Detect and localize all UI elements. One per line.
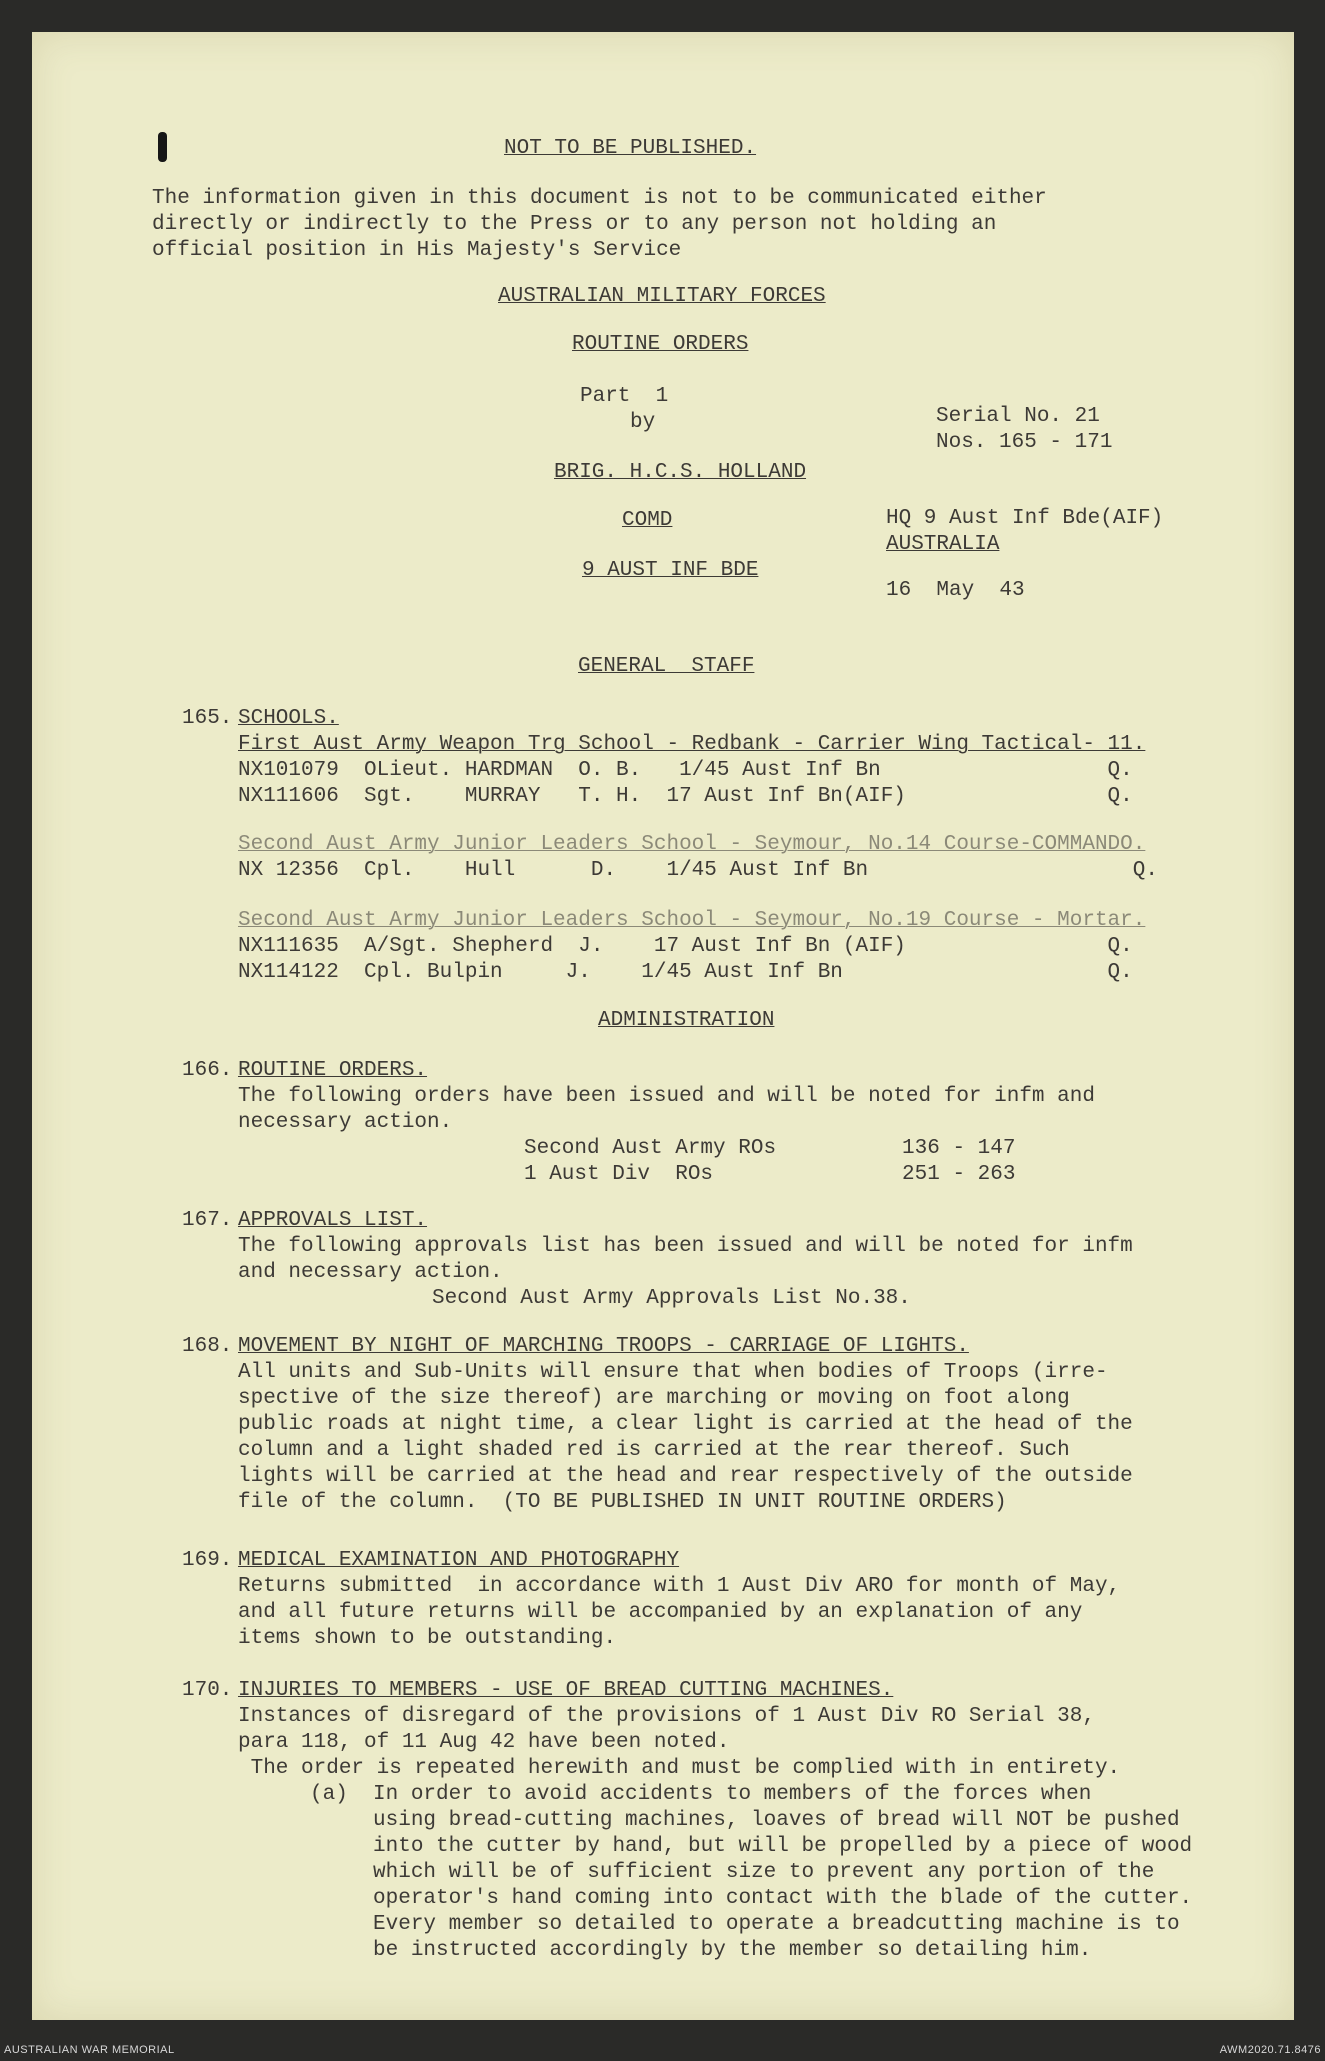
order-text-line: and all future returns will be accompanied by an explanation of any bbox=[238, 1601, 1083, 1624]
order-text-line: column and a light shaded red is carried at the rear thereof. Such bbox=[238, 1439, 1070, 1462]
subparagraph-line: be instructed accordingly by the member so detailing him. bbox=[310, 1939, 1092, 1962]
order-number: 170. bbox=[182, 1679, 233, 1702]
order-text-line: and necessary action. bbox=[238, 1261, 503, 1284]
archive-reference: AWM2020.71.8476 bbox=[1219, 2044, 1321, 2056]
order-text-line: Instances of disregard of the provisions of 1 Aust Div RO Serial 38, bbox=[238, 1705, 1095, 1728]
reference-line: 1 Aust Div ROs 251 - 263 bbox=[524, 1163, 1016, 1186]
nominee-row: NX111606 Sgt. MURRAY T. H. 17 Aust Inf Bn(AIF) Q. bbox=[238, 785, 1133, 808]
subparagraph-line: into the cutter by hand, but will be propelled by a piece of wood bbox=[310, 1835, 1193, 1858]
nominee-row: NX101079 OLieut. HARDMAN O. B. 1/45 Aust Inf Bn Q. bbox=[238, 759, 1133, 782]
course-title: Second Aust Army Junior Leaders School - Seymour, No.19 Course - Mortar. bbox=[238, 909, 1146, 932]
reference-line: Second Aust Army Approvals List No.38. bbox=[432, 1287, 911, 1310]
nominee-row: NX111635 A/Sgt. Shepherd J. 17 Aust Inf Bn (AIF) Q. bbox=[238, 935, 1133, 958]
formation-name: 9 AUST INF BDE bbox=[582, 559, 759, 582]
course-title: First Aust Army Weapon Trg School - Redbank - Carrier Wing Tactical- 11. bbox=[238, 733, 1146, 756]
force-title: AUSTRALIAN MILITARY FORCES bbox=[498, 285, 826, 308]
order-text-line: para 118, of 11 Aug 42 have been noted. bbox=[238, 1731, 730, 1754]
punch-hole bbox=[158, 132, 167, 162]
order-text-line: items shown to be outstanding. bbox=[238, 1627, 617, 1650]
subparagraph-line: operator's hand coming into contact with the blade of the cutter. bbox=[310, 1887, 1193, 1910]
order-text-line: All units and Sub-Units will ensure that when bodies of Troops (irre- bbox=[238, 1361, 1108, 1384]
warning-line-2: directly or indirectly to the Press or to any person not holding an bbox=[152, 213, 997, 236]
document-page bbox=[32, 32, 1294, 2020]
comd-label: COMD bbox=[622, 509, 673, 532]
order-number: 165. bbox=[182, 707, 233, 730]
order-text-line: necessary action. bbox=[238, 1111, 453, 1134]
order-heading: APPROVALS LIST. bbox=[238, 1209, 428, 1232]
subparagraph-line: Every member so detailed to operate a breadcutting machine is to bbox=[310, 1913, 1180, 1936]
order-text-line: file of the column. (TO BE PUBLISHED IN UNIT ROUTINE ORDERS) bbox=[238, 1491, 1007, 1514]
archive-credit: AUSTRALIAN WAR MEMORIAL bbox=[4, 2044, 175, 2056]
order-text-line: public roads at night time, a clear light is carried at the head of the bbox=[238, 1413, 1133, 1436]
order-heading: INJURIES TO MEMBERS - USE OF BREAD CUTTING MACHINES. bbox=[238, 1679, 894, 1702]
order-number: 166. bbox=[182, 1059, 233, 1082]
restriction-heading: NOT TO BE PUBLISHED. bbox=[504, 137, 757, 160]
section-administration: ADMINISTRATION bbox=[598, 1009, 775, 1032]
order-text-line: The order is repeated herewith and must be complied with in entirety. bbox=[238, 1757, 1121, 1780]
warning-line-1: The information given in this document is not to be communicated either bbox=[152, 187, 1047, 210]
order-heading: SCHOOLS. bbox=[238, 707, 339, 730]
warning-line-3: official position in His Majesty's Service bbox=[152, 239, 682, 262]
section-general-staff: GENERAL STAFF bbox=[578, 655, 755, 678]
order-text-line: Returns submitted in accordance with 1 Aust Div ARO for month of May, bbox=[238, 1575, 1121, 1598]
serial-number: Serial No. 21 bbox=[936, 405, 1100, 428]
order-numbers: Nos. 165 - 171 bbox=[936, 431, 1113, 454]
order-text-line: The following orders have been issued and will be noted for infm and bbox=[238, 1085, 1095, 1108]
order-text-line: lights will be carried at the head and rear respectively of the outside bbox=[238, 1465, 1133, 1488]
subparagraph-line: using bread-cutting machines, loaves of bread will NOT be pushed bbox=[310, 1809, 1180, 1832]
order-heading: ROUTINE ORDERS. bbox=[238, 1059, 428, 1082]
order-number: 169. bbox=[182, 1549, 233, 1572]
location: AUSTRALIA bbox=[886, 533, 1000, 556]
subparagraph-line: which will be of sufficient size to prevent any portion of the bbox=[310, 1861, 1155, 1884]
order-number: 168. bbox=[182, 1335, 233, 1358]
order-text-line: The following approvals list has been issued and will be noted for infm bbox=[238, 1235, 1133, 1258]
commander-name: BRIG. H.C.S. HOLLAND bbox=[554, 461, 807, 484]
issue-date: 16 May 43 bbox=[886, 579, 1025, 602]
part-label: Part 1 bbox=[580, 385, 669, 408]
order-number: 167. bbox=[182, 1209, 233, 1232]
order-heading: MEDICAL EXAMINATION AND PHOTOGRAPHY bbox=[238, 1549, 680, 1572]
order-text-line: spective of the size thereof) are marching or moving on foot along bbox=[238, 1387, 1070, 1410]
subparagraph-line: (a) In order to avoid accidents to members of the forces when bbox=[310, 1783, 1092, 1806]
course-title: Second Aust Army Junior Leaders School - Seymour, No.14 Course-COMMANDO. bbox=[238, 833, 1146, 856]
order-heading: MOVEMENT BY NIGHT OF MARCHING TROOPS - CARRIAGE OF LIGHTS. bbox=[238, 1335, 969, 1358]
document-title: ROUTINE ORDERS bbox=[572, 333, 749, 356]
headquarters: HQ 9 Aust Inf Bde(AIF) bbox=[886, 507, 1164, 530]
reference-line: Second Aust Army ROs 136 - 147 bbox=[524, 1137, 1016, 1160]
nominee-row: NX114122 Cpl. Bulpin J. 1/45 Aust Inf Bn Q. bbox=[238, 961, 1133, 984]
by-label: by bbox=[630, 411, 656, 434]
nominee-row: NX 12356 Cpl. Hull D. 1/45 Aust Inf Bn Q. bbox=[238, 859, 1158, 882]
